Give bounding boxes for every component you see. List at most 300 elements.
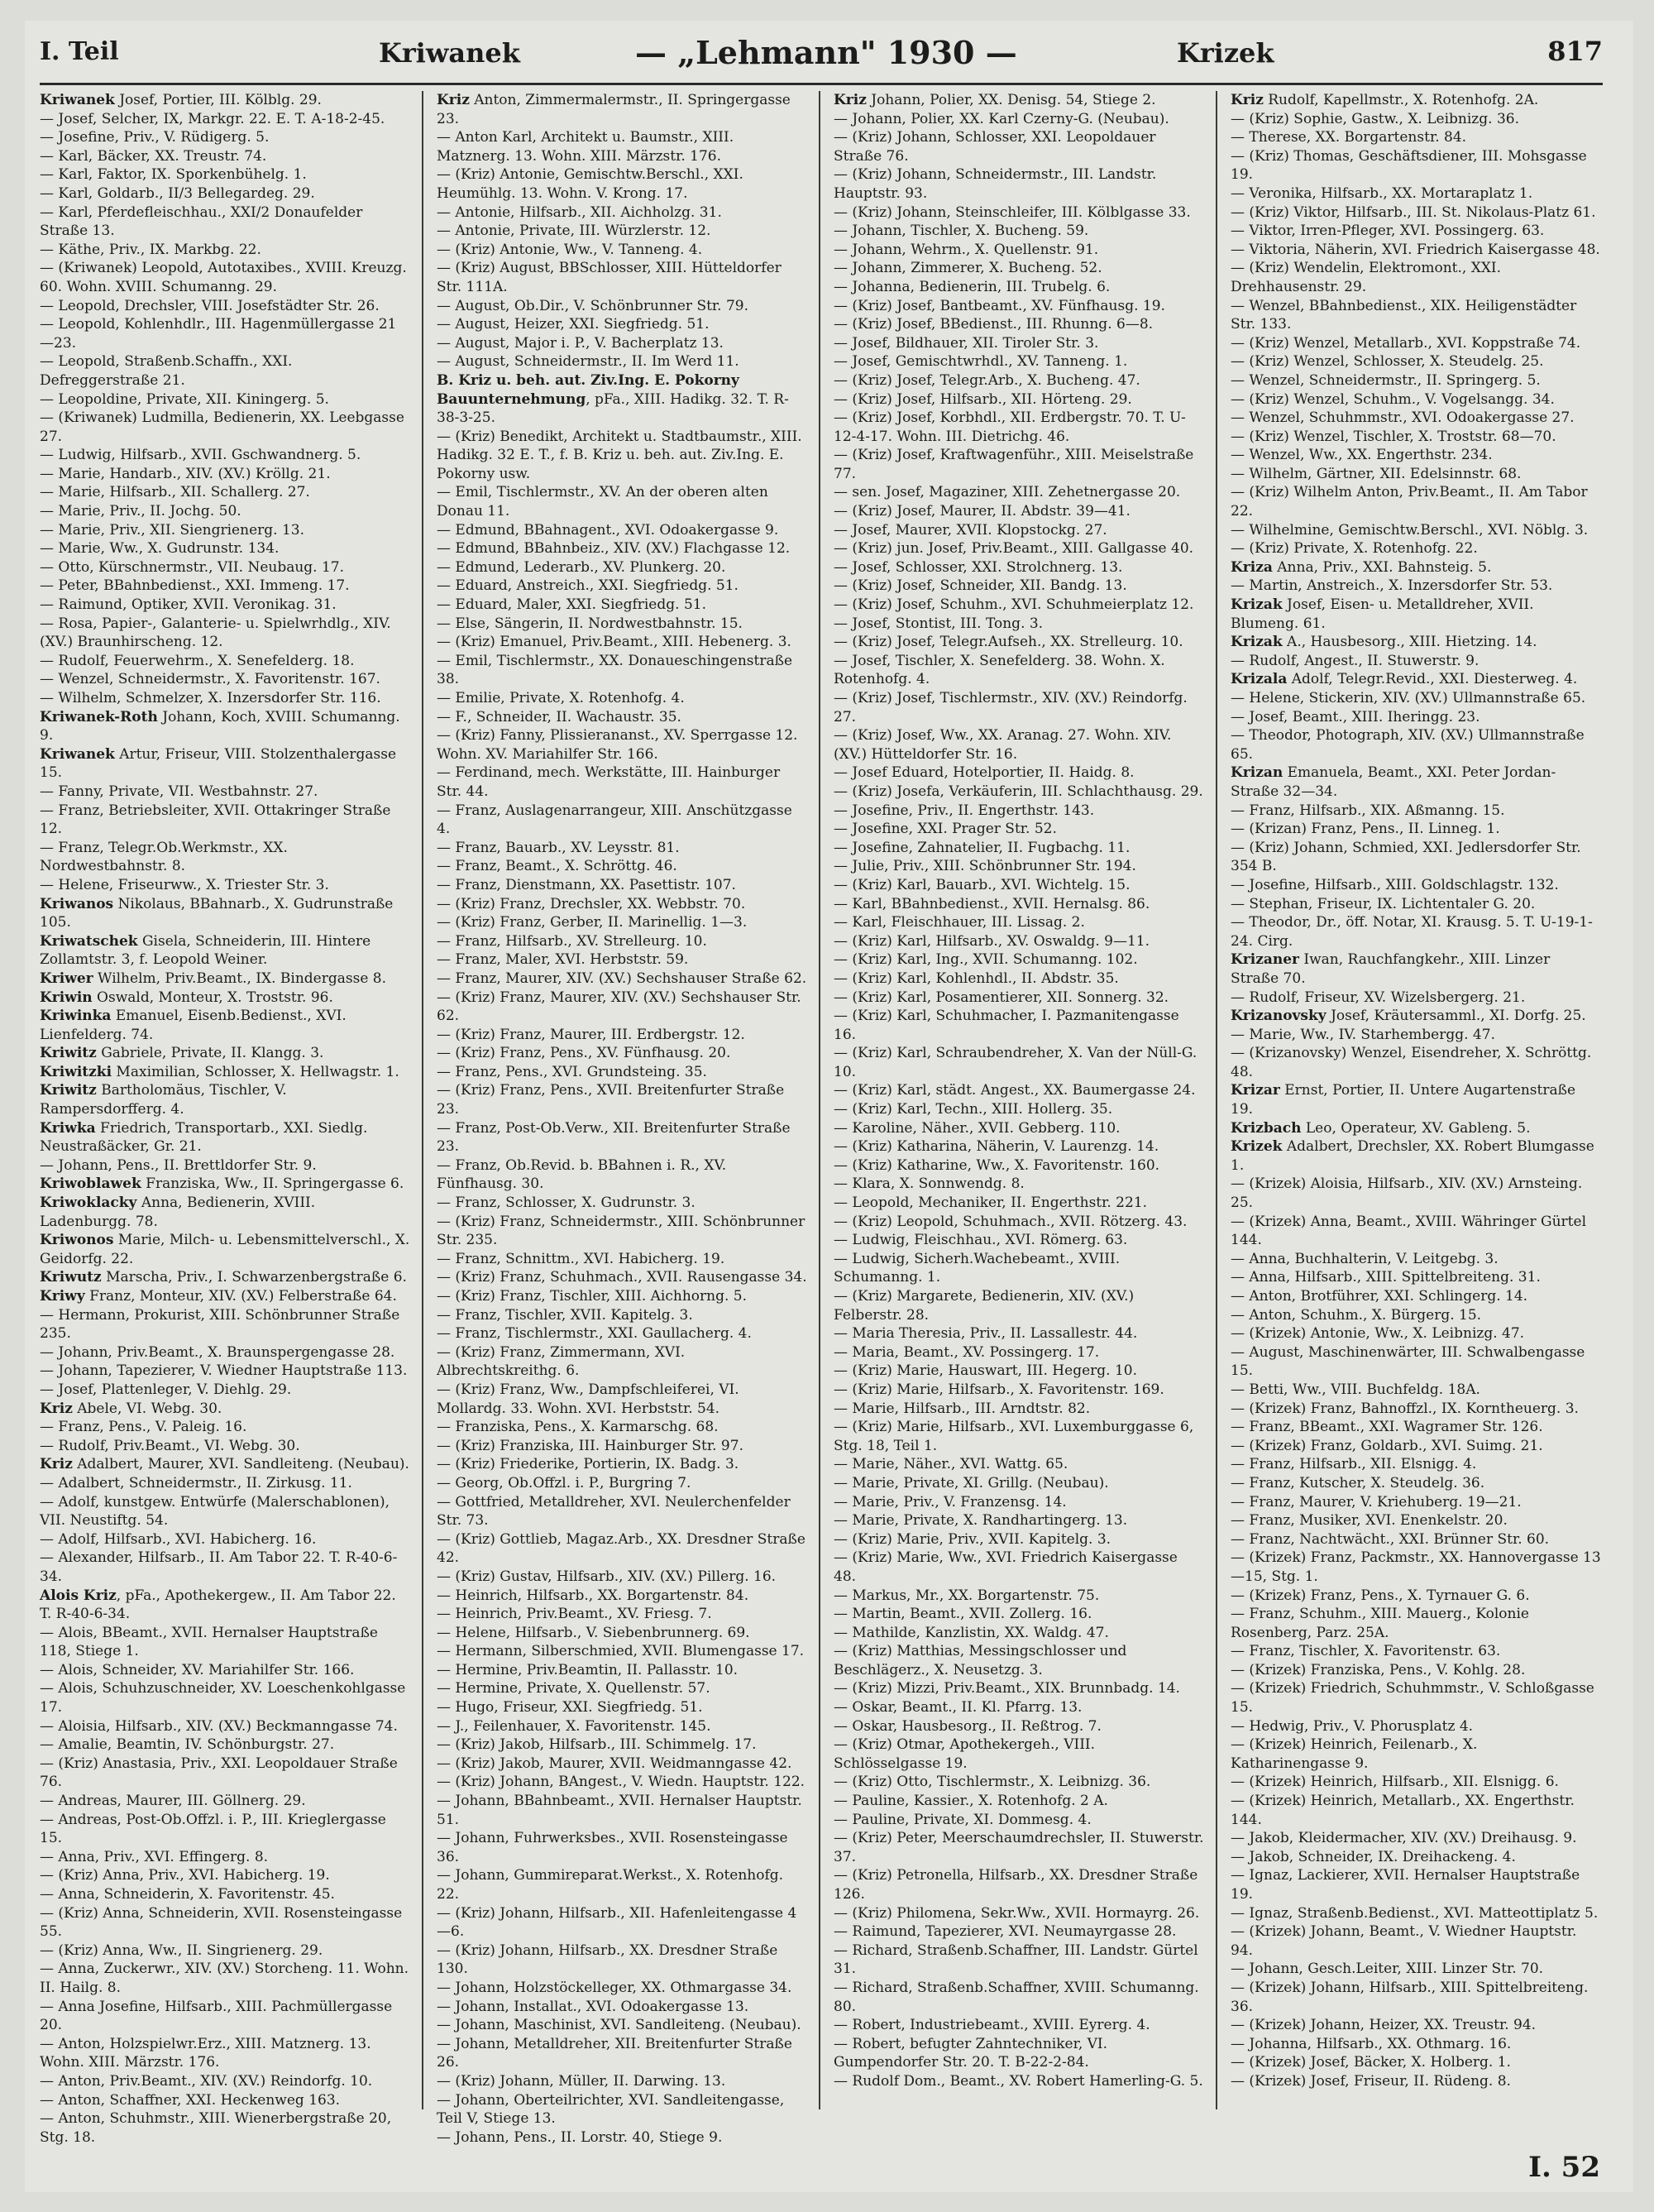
entry-text: — Betti, Ww., VIII. Buchfeldg. 18A. bbox=[1231, 1381, 1480, 1398]
entry-text: Emanuela, Beamt., XXI. Peter Jordan-Straße 32—34. bbox=[1231, 764, 1556, 800]
directory-entry bbox=[40, 203, 410, 241]
entry-text: — (Kriz) Fanny, Plissierananst., XV. Sperrgasse 12. Wohn. XV. Mariahilfer Str. 166. bbox=[437, 727, 798, 763]
entry-surname: Kriwonos bbox=[40, 1232, 114, 1249]
entry-text: — (Krizek) Heinrich, Metallarb., XX. Engerthstr. 144. bbox=[1231, 1793, 1575, 1828]
directory-entry bbox=[834, 1175, 1204, 1194]
entry-text: — (Kriz) Anna, Schneiderin, XVII. Rosensteingasse 55. bbox=[40, 1904, 403, 1941]
entry-text: Josef, Portier, III. Kölblg. 29. bbox=[114, 92, 322, 108]
entry-text: — Oskar, Beamt., II. Kl. Pfarrg. 13. bbox=[834, 1699, 1083, 1716]
entry-text: — (Kriz) Franz, Zimmermann, XVI. Albrechtskreithg. 6. bbox=[437, 1343, 686, 1380]
directory-entry bbox=[1231, 1324, 1601, 1343]
entry-text: — Karl, Goldarb., II/3 Bellegardeg. 29. bbox=[40, 184, 315, 202]
directory-entry bbox=[40, 1736, 410, 1755]
directory-entry bbox=[834, 913, 1204, 932]
directory-entry bbox=[834, 203, 1204, 223]
entry-text: — Maria Theresia, Priv., II. Lassallestr. 44. bbox=[834, 1325, 1138, 1343]
page-header bbox=[40, 29, 1603, 79]
entry-text: — (Kriz) Thomas, Geschäftsdiener, III. Mohsgasse 19. bbox=[1231, 147, 1587, 184]
entry-text: — Franz, Schnittm., XVI. Habicherg. 19. bbox=[437, 1250, 725, 1267]
entry-text: — J., Feilenhauer, X. Favoritenstr. 145. bbox=[437, 1717, 711, 1735]
directory-entry bbox=[834, 1530, 1204, 1549]
directory-entry bbox=[1231, 334, 1601, 353]
directory-entry bbox=[834, 278, 1204, 297]
directory-entry bbox=[40, 241, 410, 260]
directory-entry bbox=[1231, 1137, 1601, 1175]
directory-entry bbox=[1231, 1268, 1601, 1287]
directory-entry bbox=[40, 1343, 410, 1362]
directory-entry bbox=[834, 1904, 1204, 1923]
entry-text: — Hermine, Private, X. Quellenstr. 57. bbox=[437, 1680, 710, 1697]
entry-text: — (Krizek) Franz, Pens., X. Tyrnauer G. 6. bbox=[1231, 1587, 1530, 1604]
entry-surname: Kriwoblawek bbox=[40, 1175, 141, 1193]
entry-text: Gabriele, Private, II. Klangg. 3. bbox=[96, 1045, 324, 1062]
entry-text: — August, Schneidermstr., II. Im Werd 11. bbox=[437, 353, 739, 371]
entry-text: — Johann, Wehrm., X. Quellenstr. 91. bbox=[834, 241, 1099, 258]
entry-surname: Kriwka bbox=[40, 1119, 96, 1137]
directory-entry bbox=[1231, 1979, 1601, 2016]
page-number: 817 bbox=[1547, 36, 1603, 67]
entry-text: Adolf, Telegr.Revid., XXI. Diesterweg. 4. bbox=[1287, 671, 1578, 688]
directory-entry bbox=[40, 1755, 410, 1792]
entry-text: — Antonie, Private, III. Würzlerstr. 12. bbox=[437, 223, 711, 240]
directory-entry bbox=[437, 802, 807, 839]
entry-text: — (Kriz) Marie, Ww., XVI. Friedrich Kaisergasse 48. bbox=[834, 1549, 1178, 1585]
directory-entry bbox=[437, 558, 807, 577]
directory-entry bbox=[1231, 2072, 1601, 2091]
entry-text: — Franz, Telegr.Ob.Werkmstr., XX. Nordwestbahnstr. 8. bbox=[40, 839, 288, 875]
entry-text: — Franz, Ob.Revid. b. BBahnen i. R., XV. Fünfhausg. 30. bbox=[437, 1156, 727, 1193]
entry-text: Anna, Priv., XXI. Bahnsteig. 5. bbox=[1272, 558, 1492, 576]
directory-entry bbox=[40, 689, 410, 708]
entry-text: — (Kriz) Peter, Meerschaumdrechsler, II. Stuwerstr. 37. bbox=[834, 1830, 1204, 1865]
directory-entry bbox=[437, 1119, 807, 1156]
entry-text: — Josef, Bildhauer, XII. Tiroler Str. 3. bbox=[834, 334, 1099, 352]
entry-text: — Johann, Tischler, X. Bucheng. 59. bbox=[834, 223, 1089, 240]
directory-entry bbox=[437, 1717, 807, 1736]
entry-text: — Marie, Hilfsarb., XII. Schallerg. 27. bbox=[40, 484, 310, 501]
column-1 bbox=[40, 91, 410, 2146]
entry-text: — August, Heizer, XXI. Siegfriedg. 51. bbox=[437, 316, 710, 333]
entry-surname: Krizak bbox=[1231, 634, 1283, 651]
directory-entry bbox=[1231, 371, 1601, 390]
directory-entry bbox=[1231, 409, 1601, 428]
entry-surname: Kriz bbox=[1231, 92, 1264, 108]
directory-entry bbox=[437, 1063, 807, 1082]
entry-text: — (Krizek) Friedrich, Schuhmmstr., V. Schloßgasse 15. bbox=[1231, 1680, 1594, 1716]
entry-text: — Marie, Ww., X. Gudrunstr. 134. bbox=[40, 540, 280, 558]
directory-entry bbox=[40, 2072, 410, 2091]
directory-entry bbox=[1231, 1717, 1601, 1736]
entry-text: — Martin, Beamt., XVII. Zollerg. 16. bbox=[834, 1606, 1092, 1623]
entry-text: — Franz, Bauarb., XV. Leysstr. 81. bbox=[437, 839, 680, 856]
directory-entry bbox=[40, 577, 410, 596]
entry-text: — Raimund, Optiker, XVII. Veronikag. 31. bbox=[40, 596, 337, 614]
entry-text: — Josefine, Zahnatelier, II. Fugbachg. 11. bbox=[834, 839, 1131, 856]
entry-surname: Kriwatschek bbox=[40, 932, 138, 950]
entry-text: — (Krizek) Josef, Friseur, II. Rüdeng. 8. bbox=[1231, 2072, 1511, 2090]
directory-entry bbox=[40, 1811, 410, 1848]
entry-text: — Robert, befugter Zahntechniker, VI. Gumpendorfer Str. 20. T. B-22-2-84. bbox=[834, 2035, 1108, 2071]
directory-entry bbox=[834, 409, 1204, 446]
directory-entry bbox=[437, 1605, 807, 1624]
entry-text: — (Kriz) Otmar, Apothekergeh., VIII. Schlösselgasse 19. bbox=[834, 1736, 1096, 1772]
directory-entry bbox=[437, 1568, 807, 1587]
entry-text: — Franz, Schuhm., XIII. Mauerg., Kolonie Rosenberg, Parz. 25A. bbox=[1231, 1606, 1529, 1641]
entry-text: — (Krizan) Franz, Pens., II. Linneg. 1. bbox=[1231, 821, 1500, 838]
directory-entry bbox=[834, 2035, 1204, 2072]
entry-text: — Edmund, BBahnbeiz., XIV. (XV.) Flachgasse 12. bbox=[437, 540, 791, 558]
entry-text: , pFa., XIII. Hadikg. 32. T. R-38-3-25. bbox=[437, 390, 789, 427]
directory-entry bbox=[40, 1362, 410, 1381]
directory-entry bbox=[834, 989, 1204, 1008]
entry-text: — Antonie, Hilfsarb., XII. Aichholzg. 31. bbox=[437, 203, 722, 221]
directory-entry bbox=[834, 1866, 1204, 1903]
directory-entry bbox=[1231, 577, 1601, 596]
directory-entry bbox=[40, 1306, 410, 1343]
right-catchword: Krizek bbox=[1177, 37, 1274, 69]
directory-entry bbox=[834, 446, 1204, 483]
directory-entry bbox=[834, 1137, 1204, 1156]
entry-text: — Anna, Hilfsarb., XIII. Spittelbreiteng. 31. bbox=[1231, 1269, 1541, 1286]
directory-entry bbox=[1231, 1922, 1601, 1960]
entry-text: — (Krizek) Anna, Beamt., XVIII. Währinger Gürtel 144. bbox=[1231, 1213, 1587, 1249]
entry-surname: Kriwitz bbox=[40, 1045, 97, 1062]
directory-entry bbox=[40, 1661, 410, 1680]
directory-entry bbox=[1231, 689, 1601, 708]
entry-text: — Anton, Schaffner, XXI. Heckenweg 163. bbox=[40, 2091, 341, 2109]
entry-text: — (Kriz) Josef, Schuhm., XVI. Schuhmeierplatz 12. bbox=[834, 596, 1194, 614]
directory-entry bbox=[1231, 1587, 1601, 1606]
column-divider bbox=[819, 91, 820, 2109]
columns-area bbox=[40, 91, 1603, 2146]
entry-text: — Franz, Dienstmann, XX. Pasettistr. 107. bbox=[437, 876, 736, 893]
entry-text: — August, Major i. P., V. Bacherplatz 13. bbox=[437, 334, 724, 352]
directory-entry bbox=[834, 2016, 1204, 2035]
directory-entry bbox=[437, 352, 807, 371]
directory-entry bbox=[1231, 1960, 1601, 1979]
directory-entry bbox=[834, 1511, 1204, 1530]
entry-text: — Richard, Straßenb.Schaffner, XVIII. Schumanng. 80. bbox=[834, 1979, 1199, 2015]
entry-text: — Wilhelm, Gärtner, XII. Edelsinnstr. 68. bbox=[1231, 465, 1522, 482]
entry-text: Friedrich, Transportarb., XXI. Siedlg. Neustraßäcker, Gr. 21. bbox=[40, 1119, 368, 1156]
entry-text: — Marie, Handarb., XIV. (XV.) Kröllg. 21. bbox=[40, 465, 331, 482]
directory-entry bbox=[834, 726, 1204, 764]
directory-entry bbox=[437, 428, 807, 484]
directory-entry bbox=[437, 483, 807, 520]
directory-entry bbox=[1231, 708, 1601, 727]
directory-entry bbox=[40, 1175, 410, 1194]
directory-entry bbox=[40, 1081, 410, 1118]
directory-entry bbox=[40, 2035, 410, 2072]
directory-entry bbox=[834, 596, 1204, 615]
directory-entry bbox=[40, 1624, 410, 1661]
directory-entry bbox=[1231, 558, 1601, 577]
entry-text: — Josef, Beamt., XIII. Iheringg. 23. bbox=[1231, 708, 1480, 725]
directory-entry bbox=[437, 1941, 807, 1979]
entry-text: — Else, Sängerin, II. Nordwestbahnstr. 15. bbox=[437, 615, 743, 632]
directory-entry bbox=[40, 1231, 410, 1268]
directory-entry bbox=[834, 1324, 1204, 1343]
entry-text: Rudolf, Kapellmstr., X. Rotenhofg. 2A. bbox=[1263, 92, 1539, 108]
entry-text: — (Kriz) Johann, Schlosser, XXI. Leopoldauer Straße 76. bbox=[834, 129, 1156, 165]
directory-entry bbox=[40, 259, 410, 296]
entry-surname: Kriz bbox=[437, 92, 470, 108]
entry-surname: Krizbach bbox=[1231, 1119, 1302, 1137]
directory-entry bbox=[834, 241, 1204, 260]
entry-text: — (Kriz) Karl, Schuhmacher, I. Pazmanitengasse 16. bbox=[834, 1008, 1179, 1043]
entry-text: Marie, Milch- u. Lebensmittelverschl., X. Geidorfg. 22. bbox=[40, 1232, 410, 1267]
directory-entry bbox=[437, 2128, 807, 2147]
entry-text: — (Kriz) Wenzel, Schuhm., V. Vogelsangg. 34. bbox=[1231, 390, 1555, 408]
directory-entry bbox=[834, 633, 1204, 652]
directory-entry bbox=[834, 259, 1204, 278]
entry-text: — sen. Josef, Magaziner, XIII. Zehetnergasse 20. bbox=[834, 484, 1181, 501]
entry-text: A., Hausbesorg., XIII. Hietzing. 14. bbox=[1282, 634, 1537, 651]
directory-entry bbox=[40, 1381, 410, 1400]
entry-surname: Kriwer bbox=[40, 970, 93, 987]
entry-text: — Emil, Tischlermstr., XV. An der oberen alten Donau 11. bbox=[437, 484, 768, 520]
entry-text: — Hedwig, Priv., V. Phorusplatz 4. bbox=[1231, 1717, 1474, 1735]
entry-text: — Richard, Straßenb.Schaffner, III. Landstr. Gürtel 31. bbox=[834, 1941, 1198, 1978]
entry-text: — (Kriz) jun. Josef, Priv.Beamt., XIII. Gallgasse 40. bbox=[834, 540, 1194, 558]
directory-entry bbox=[834, 857, 1204, 876]
directory-entry bbox=[1231, 428, 1601, 447]
entry-text: — (Kriz) Josef, Bantbeamt., XV. Fünfhausg. 19. bbox=[834, 297, 1165, 314]
entry-text: — Johann, Metalldreher, XII. Breitenfurter Straße 26. bbox=[437, 2035, 792, 2071]
entry-text: — (Kriz) Karl, Posamentierer, XII. Sonnerg. 32. bbox=[834, 989, 1169, 1006]
directory-entry bbox=[834, 297, 1204, 316]
entry-text: — (Kriz) Johann, Steinschleifer, III. Kölblgasse 33. bbox=[834, 203, 1191, 221]
directory-entry bbox=[1231, 1493, 1601, 1512]
directory-entry bbox=[1231, 1511, 1601, 1530]
directory-entry bbox=[40, 652, 410, 671]
entry-text: Anton, Zimmermalermstr., II. Springergasse 23. bbox=[437, 92, 791, 127]
entry-text: — Franz, Musiker, XVI. Enenkelstr. 20. bbox=[1231, 1512, 1508, 1530]
directory-entry bbox=[1231, 1848, 1601, 1867]
entry-text: — Marie, Näher., XVI. Wattg. 65. bbox=[834, 1456, 1068, 1473]
entry-surname: Kriwanek bbox=[40, 745, 115, 763]
entry-surname: Kriza bbox=[1231, 558, 1273, 576]
directory-entry bbox=[437, 895, 807, 914]
directory-entry bbox=[1231, 876, 1601, 895]
directory-entry bbox=[1231, 1306, 1601, 1325]
directory-entry bbox=[40, 502, 410, 521]
entry-text: — Jakob, Kleidermacher, XIV. (XV.) Dreihausg. 9. bbox=[1231, 1830, 1577, 1847]
left-catchword: Kriwanek bbox=[379, 37, 520, 69]
directory-entry bbox=[40, 1587, 410, 1624]
entry-text: — Franz, Hilfsarb., XV. Strelleurg. 10. bbox=[437, 932, 707, 950]
directory-entry bbox=[834, 1549, 1204, 1586]
entry-text: — (Krizek) Antonie, Ww., X. Leibnizg. 47. bbox=[1231, 1325, 1525, 1343]
directory-entry bbox=[834, 652, 1204, 689]
entry-text: — Johann, BBahnbeamt., XVII. Hernalser Hauptstr. 51. bbox=[437, 1793, 802, 1828]
entry-text: — Käthe, Priv., IX. Markbg. 22. bbox=[40, 241, 261, 258]
directory-entry bbox=[1231, 1213, 1601, 1250]
entry-text: — (Kriz) Petronella, Hilfsarb., XX. Dresdner Straße 126. bbox=[834, 1867, 1198, 1903]
entry-text: — (Kriz) Josef, Kraftwagenführ., XIII. Meiselstraße 77. bbox=[834, 447, 1194, 482]
entry-text: — Karl, Faktor, IX. Sporkenbühelg. 1. bbox=[40, 166, 307, 184]
directory-entry bbox=[40, 932, 410, 970]
entry-text: — (Krizek) Franz, Goldarb., XVI. Suimg. 21. bbox=[1231, 1437, 1543, 1454]
directory-entry bbox=[40, 1400, 410, 1419]
directory-entry bbox=[40, 315, 410, 352]
directory-entry bbox=[437, 1736, 807, 1755]
directory-entry bbox=[40, 1885, 410, 1904]
directory-entry bbox=[1231, 764, 1601, 801]
directory-entry bbox=[1231, 446, 1601, 465]
entry-text: — Wilhelmine, Gemischtw.Berschl., XVI. Nöblg. 3. bbox=[1231, 521, 1589, 539]
entry-text: — Franziska, Pens., X. Karmarschg. 68. bbox=[437, 1419, 719, 1436]
directory-entry bbox=[834, 1381, 1204, 1400]
entry-text: — Leopold, Straßenb.Schaffn., XXI. Defreggerstraße 21. bbox=[40, 353, 293, 389]
directory-entry bbox=[40, 1044, 410, 1063]
entry-text: — (Kriwanek) Ludmilla, Bedienerin, XX. Leebgasse 27. bbox=[40, 409, 404, 445]
directory-entry bbox=[1231, 1642, 1601, 1661]
directory-entry bbox=[834, 558, 1204, 577]
entry-text: — Rudolf, Angest., II. Stuwerstr. 9. bbox=[1231, 652, 1480, 669]
entry-text: — (Kriz) Franz, Gerber, II. Marinellig. 1—3. bbox=[437, 914, 748, 931]
entry-text: — Franz, Hilfsarb., XII. Elsnigg. 4. bbox=[1231, 1456, 1477, 1473]
entry-text: — Ludwig, Fleischhau., XVI. Römerg. 63. bbox=[834, 1232, 1128, 1249]
entry-text: — Josefine, XXI. Prager Str. 52. bbox=[834, 821, 1057, 838]
entry-text: — (Kriz) Johann, Hilfsarb., XX. Dresdner Straße 130. bbox=[437, 1941, 778, 1978]
entry-text: — Franz, Pens., XVI. Grundsteing. 35. bbox=[437, 1063, 707, 1080]
directory-entry bbox=[437, 577, 807, 596]
entry-text: — Josef, Selcher, IX, Markgr. 22. E. T. A-18-2-45. bbox=[40, 110, 385, 127]
directory-entry bbox=[437, 1044, 807, 1063]
entry-text: — Franz, Hilfsarb., XIX. Aßmanng. 15. bbox=[1231, 802, 1505, 819]
directory-entry bbox=[437, 1156, 807, 1194]
entry-text: — Raimund, Tapezierer, XVI. Neumayrgasse 28. bbox=[834, 1923, 1177, 1941]
entry-text: — Franz, BBeamt., XXI. Wagramer Str. 126. bbox=[1231, 1419, 1543, 1436]
entry-text: — Wenzel, Schneidermstr., II. Springerg. 5. bbox=[1231, 371, 1541, 389]
entry-surname: Kriz bbox=[834, 92, 867, 108]
entry-surname: Alois Kriz bbox=[40, 1587, 117, 1604]
entry-text: — Anton, Brotführer, XXI. Schlingerg. 14. bbox=[1231, 1288, 1528, 1305]
directory-entry bbox=[437, 1755, 807, 1774]
directory-entry bbox=[834, 91, 1204, 110]
entry-text: — Gottfried, Metalldreher, XVI. Neulerchenfelder Str. 73. bbox=[437, 1493, 791, 1530]
entry-text: — Viktor, Irren-Pfleger, XVI. Possingerg. 63. bbox=[1231, 223, 1545, 240]
entry-text: — (Kriz) Wenzel, Metallarb., XVI. Koppstraße 74. bbox=[1231, 334, 1581, 352]
directory-entry bbox=[437, 633, 807, 652]
directory-entry bbox=[1231, 839, 1601, 876]
directory-entry bbox=[1231, 1287, 1601, 1306]
entry-text: Adalbert, Maurer, XVI. Sandleiteng. (Neubau). bbox=[72, 1456, 409, 1473]
entry-text: — Franz, Tischlermstr., XXI. Gaullacherg. 4. bbox=[437, 1325, 752, 1343]
entry-text: — (Kriz) Mizzi, Priv.Beamt., XIX. Brunnbadg. 14. bbox=[834, 1680, 1180, 1697]
entry-text: — Franz, Tischler, X. Favoritenstr. 63. bbox=[1231, 1643, 1501, 1660]
directory-entry bbox=[40, 1474, 410, 1493]
entry-text: — (Kriz) Franziska, III. Hainburger Str. 97. bbox=[437, 1437, 743, 1454]
part-label: I. Teil bbox=[40, 37, 119, 66]
directory-entry bbox=[1231, 184, 1601, 203]
entry-text: — Karl, Bäcker, XX. Treustr. 74. bbox=[40, 147, 267, 165]
entry-text: — Eduard, Maler, XXI. Siegfriedg. 51. bbox=[437, 596, 706, 614]
entry-text: — Josef, Stontist, III. Tong. 3. bbox=[834, 615, 1044, 632]
directory-entry bbox=[834, 2072, 1204, 2091]
directory-entry bbox=[834, 1081, 1204, 1100]
entry-text: Oswald, Monteur, X. Troststr. 96. bbox=[92, 989, 333, 1006]
page-title: — „Lehmann" 1930 — bbox=[635, 34, 1017, 71]
directory-entry bbox=[834, 371, 1204, 390]
directory-entry bbox=[834, 1474, 1204, 1493]
directory-entry bbox=[1231, 726, 1601, 764]
directory-entry bbox=[40, 1119, 410, 1156]
directory-entry bbox=[834, 1213, 1204, 1232]
directory-entry bbox=[1231, 1792, 1601, 1829]
directory-entry bbox=[40, 876, 410, 895]
directory-entry bbox=[437, 1213, 807, 1250]
directory-entry bbox=[40, 1287, 410, 1306]
directory-entry bbox=[437, 297, 807, 316]
entry-text: — (Kriz) Josef, Tischlermstr., XIV. (XV.) Reindorfg. 27. bbox=[834, 690, 1188, 725]
directory-entry bbox=[834, 390, 1204, 409]
directory-entry bbox=[40, 1866, 410, 1885]
directory-entry bbox=[1231, 1119, 1601, 1138]
entry-text: — Johann, Pens., II. Brettldorfer Str. 9. bbox=[40, 1156, 317, 1174]
directory-entry bbox=[40, 596, 410, 615]
entry-text: Adalbert, Drechsler, XX. Robert Blumgasse 1. bbox=[1231, 1138, 1594, 1174]
directory-entry bbox=[1231, 1007, 1601, 1026]
entry-text: — Stephan, Friseur, IX. Lichtentaler G. 20. bbox=[1231, 895, 1536, 912]
entry-text: — Johann, Zimmerer, X. Bucheng. 52. bbox=[834, 260, 1102, 277]
signature-mark: I. 52 bbox=[1528, 2151, 1600, 2184]
directory-entry bbox=[834, 1287, 1204, 1324]
entry-text: — Hermine, Priv.Beamtin, II. Pallasstr. 10. bbox=[437, 1661, 739, 1678]
directory-entry bbox=[437, 989, 807, 1026]
entry-text: Marscha, Priv., I. Schwarzenbergstraße 6. bbox=[101, 1269, 407, 1286]
entry-surname: Kriwitz bbox=[40, 1082, 97, 1099]
directory-entry bbox=[40, 1717, 410, 1736]
directory-entry bbox=[40, 1418, 410, 1437]
entry-text: — (Kriz) Josef, Schneider, XII. Bandg. 13. bbox=[834, 577, 1127, 595]
entry-text: — Leopold, Drechsler, VIII. Josefstädter Str. 26. bbox=[40, 297, 380, 314]
entry-text: — Leopoldine, Private, XII. Kiningerg. 5. bbox=[40, 390, 329, 408]
entry-text: — (Kriz) Franz, Pens., XVII. Breitenfurter Straße 23. bbox=[437, 1082, 785, 1118]
directory-entry bbox=[437, 764, 807, 801]
entry-text: — (Krizek) Johann, Hilfsarb., XIII. Spittelbreiteng. 36. bbox=[1231, 1979, 1589, 2015]
entry-text: — Marie, Ww., IV. Starhembergg. 47. bbox=[1231, 1026, 1495, 1043]
directory-entry bbox=[1231, 652, 1601, 671]
entry-text: — (Kriz) Josef, BBedienst., III. Rhunng. 6—8. bbox=[834, 316, 1154, 333]
entry-text: — Marie, Private, X. Randhartingerg. 13. bbox=[834, 1512, 1128, 1530]
directory-entry bbox=[437, 334, 807, 353]
entry-text: — Theodor, Photograph, XIV. (XV.) Ullmannstraße 65. bbox=[1231, 727, 1585, 763]
directory-entry bbox=[1231, 820, 1601, 839]
directory-entry bbox=[40, 1792, 410, 1811]
entry-text: — Heinrich, Priv.Beamt., XV. Friesg. 7. bbox=[437, 1606, 712, 1623]
entry-text: — Franz, Betriebsleiter, XVII. Ottakringer Straße 12. bbox=[40, 802, 391, 838]
directory-entry bbox=[834, 1829, 1204, 1866]
directory-entry bbox=[1231, 91, 1601, 110]
entry-text: — Johanna, Hilfsarb., XX. Othmarg. 16. bbox=[1231, 2035, 1512, 2052]
directory-entry bbox=[437, 932, 807, 951]
directory-entry bbox=[834, 1194, 1204, 1213]
directory-entry bbox=[834, 1400, 1204, 1419]
entry-surname: Krizek bbox=[1231, 1138, 1283, 1156]
entry-text: — Pauline, Kassier., X. Rotenhofg. 2 A. bbox=[834, 1793, 1108, 1810]
entry-text: — (Kriz) Wenzel, Tischler, X. Troststr. 68—70. bbox=[1231, 428, 1556, 445]
entry-text: — (Kriz) Katharina, Näherin, V. Laurenzg. 14. bbox=[834, 1138, 1159, 1156]
directory-entry bbox=[437, 708, 807, 727]
entry-text: — Emil, Tischlermstr., XX. Donaueschingenstraße 38. bbox=[437, 652, 793, 688]
entry-text: Johann, Koch, XVIII. Schumanng. 9. bbox=[40, 708, 400, 745]
directory-entry bbox=[834, 1343, 1204, 1362]
entry-text: — (Kriwanek) Leopold, Autotaxibes., XVIII. Kreuzg. 60. Wohn. XVIII. Schumanng. 29. bbox=[40, 260, 407, 295]
entry-text: — Wenzel, Schneidermstr., X. Favoritenstr. 167. bbox=[40, 671, 380, 688]
entry-text: — Johann, Maschinist, XVI. Sandleiteng. (Neubau). bbox=[437, 2017, 801, 2034]
